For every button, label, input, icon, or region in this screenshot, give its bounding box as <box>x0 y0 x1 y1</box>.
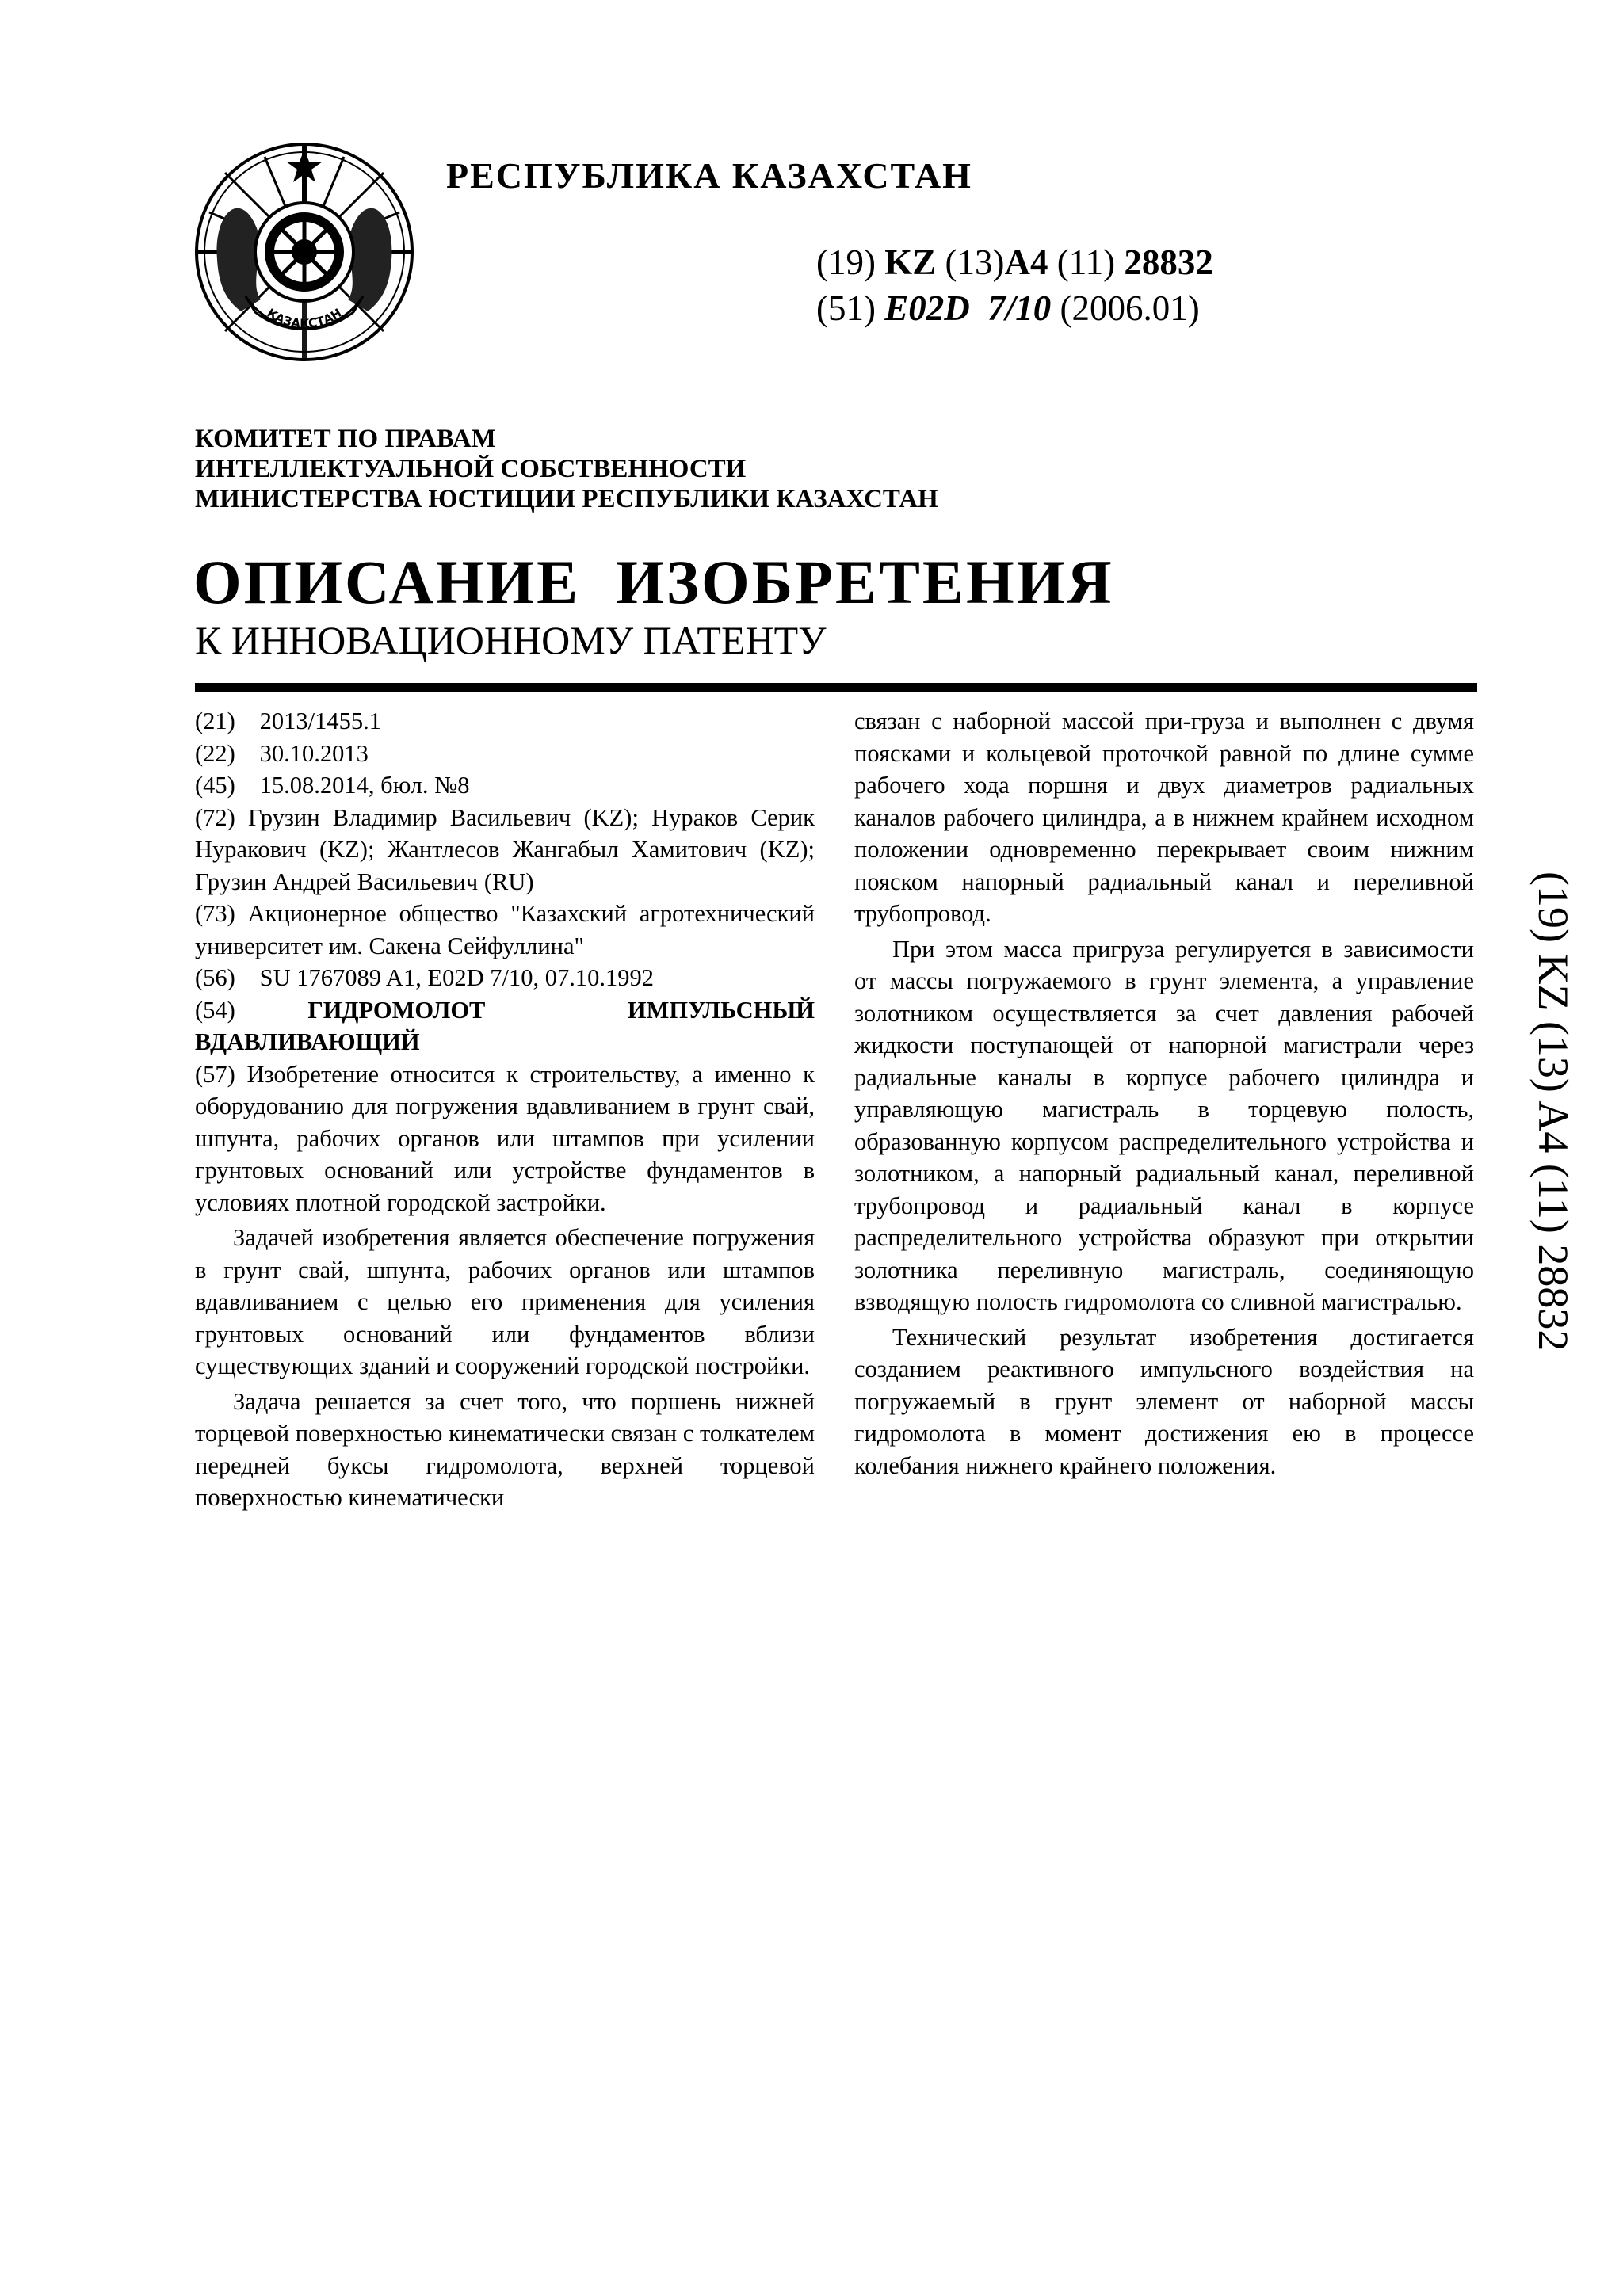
left-column <box>195 705 815 1514</box>
committee-block <box>195 424 938 514</box>
country-code: KZ <box>884 242 937 282</box>
abstract-paragraph-4: При этом масса пригруза регулируется в зависимости от массы погружаемого в грунт элемента, а управление золотником осуществляется за счет давления рабочей жидкости поступающей от напорной магистрали через радиальные каналы в корпусе рабочего цилиндра и управляющую магистраль в торцевую полость, образованную корпусом распределительного устройства и золотником, а напорный радиальный канал, переливной трубопровод и радиальный канал в корпусе распределительного устройства образуют при открытии золотника переливную магистраль, соединяющую взводящую полость гидромолота со сливной магистралью. <box>854 935 1474 1315</box>
abstract-paragraph-1: Задачей изобретения является обеспечение погружения в грунт свай, шпунта, рабочих органов или штампов вдавливанием с целью его применения для усиления грунтовых оснований или фундаментов вблизи существующих зданий и сооружений городской постройки. <box>195 1224 815 1379</box>
field-21: (21) 2013/1455.1 <box>195 707 381 734</box>
field-57: (57) Изобретение относится к строительству, а именно к оборудованию для погружения вдавливанием в грунт свай, шпунта, рабочих органов или штампов при усилении грунтовых оснований или устройстве фундаментов в условиях плотной городской застройки. <box>195 1060 815 1216</box>
committee-line-1: КОМИТЕТ ПО ПРАВАМ <box>195 425 496 453</box>
kind-code: A4 <box>1004 242 1048 282</box>
field-73: (73) Акционерное общество "Казахский агротехнический университет им. Сакена Сейфуллина" <box>195 900 815 959</box>
committee-line-2: ИНТЕЛЛЕКТУАЛЬНОЙ СОБСТВЕННОСТИ <box>195 455 747 483</box>
state-emblem <box>193 141 415 363</box>
field-56: (56) SU 1767089 A1, E02D 7/10, 07.10.1992 <box>195 964 654 991</box>
code-19: (19) <box>816 242 876 282</box>
document-title: ОПИСАНИЕ ИЗОБРЕТЕНИЯ <box>193 547 1114 616</box>
document-subtitle: К ИННОВАЦИОННОМУ ПАТЕНТУ <box>195 618 827 662</box>
field-45: (45) 15.08.2014, бюл. №8 <box>195 772 470 799</box>
abstract-paragraph-3: связан с наборной массой при-груза и выполнен с двумя поясками и кольцевой проточкой равной по длине сумме рабочего хода поршня и двух диаметров радиальных каналов рабочего цилиндра, а в нижнем крайнем исходном положении одновременно перекрывает своим нижним пояском напорный радиальный канал и переливной трубопровод. <box>854 707 1474 927</box>
country-name: РЕСПУБЛИКА КАЗАХСТАН <box>446 155 972 196</box>
field-54: (54) ГИДРОМОЛОТ ИМПУЛЬСНЫЙ ВДАВЛИВАЮЩИЙ <box>195 996 815 1055</box>
abstract-paragraph-5: Технический результат изобретения достигается созданием реактивного импульсного воздействия на погружаемый в грунт элемент от наборной массы гидромолота в момент достижения ею в процессе колебания нижнего крайнего положения. <box>854 1323 1474 1479</box>
ipc-class: E02D 7/10 <box>884 288 1052 328</box>
header-rule <box>195 683 1477 692</box>
code-51: (51) <box>816 288 876 328</box>
field-72: (72) Грузин Владимир Васильевич (KZ); Нураков Серик Нуракович (KZ); Жантлесов Жангабыл Хамитович (KZ); Грузин Андрей Васильевич (RU) <box>195 803 815 895</box>
publication-codes <box>816 239 1213 331</box>
abstract-paragraph-2: Задача решается за счет того, что поршень нижней торцевой поверхностью кинематически связан с толкателем передней буксы гидромолота, верхней торцевой поверхностью кинематически <box>195 1387 815 1511</box>
emblem-label: ҚАЗАҚСТАН <box>264 305 345 331</box>
patent-number: 28832 <box>1124 242 1213 282</box>
committee-line-3: МИНИСТЕРСТВА ЮСТИЦИИ РЕСПУБЛИКИ КАЗАХСТАН <box>195 485 938 513</box>
ipc-version: (2006.01) <box>1060 288 1200 328</box>
code-13: (13) <box>945 242 1005 282</box>
invention-title: ГИДРОМОЛОТ ИМПУЛЬСНЫЙ ВДАВЛИВАЮЩИЙ <box>195 996 815 1055</box>
publication-line <box>816 239 1213 285</box>
code-11: (11) <box>1056 242 1116 282</box>
right-column <box>854 705 1474 1482</box>
classification-line <box>816 285 1213 331</box>
field-22: (22) 30.10.2013 <box>195 739 369 767</box>
side-patent-number: (19) KZ (13) A4 (11) 28832 <box>1529 871 1577 1352</box>
